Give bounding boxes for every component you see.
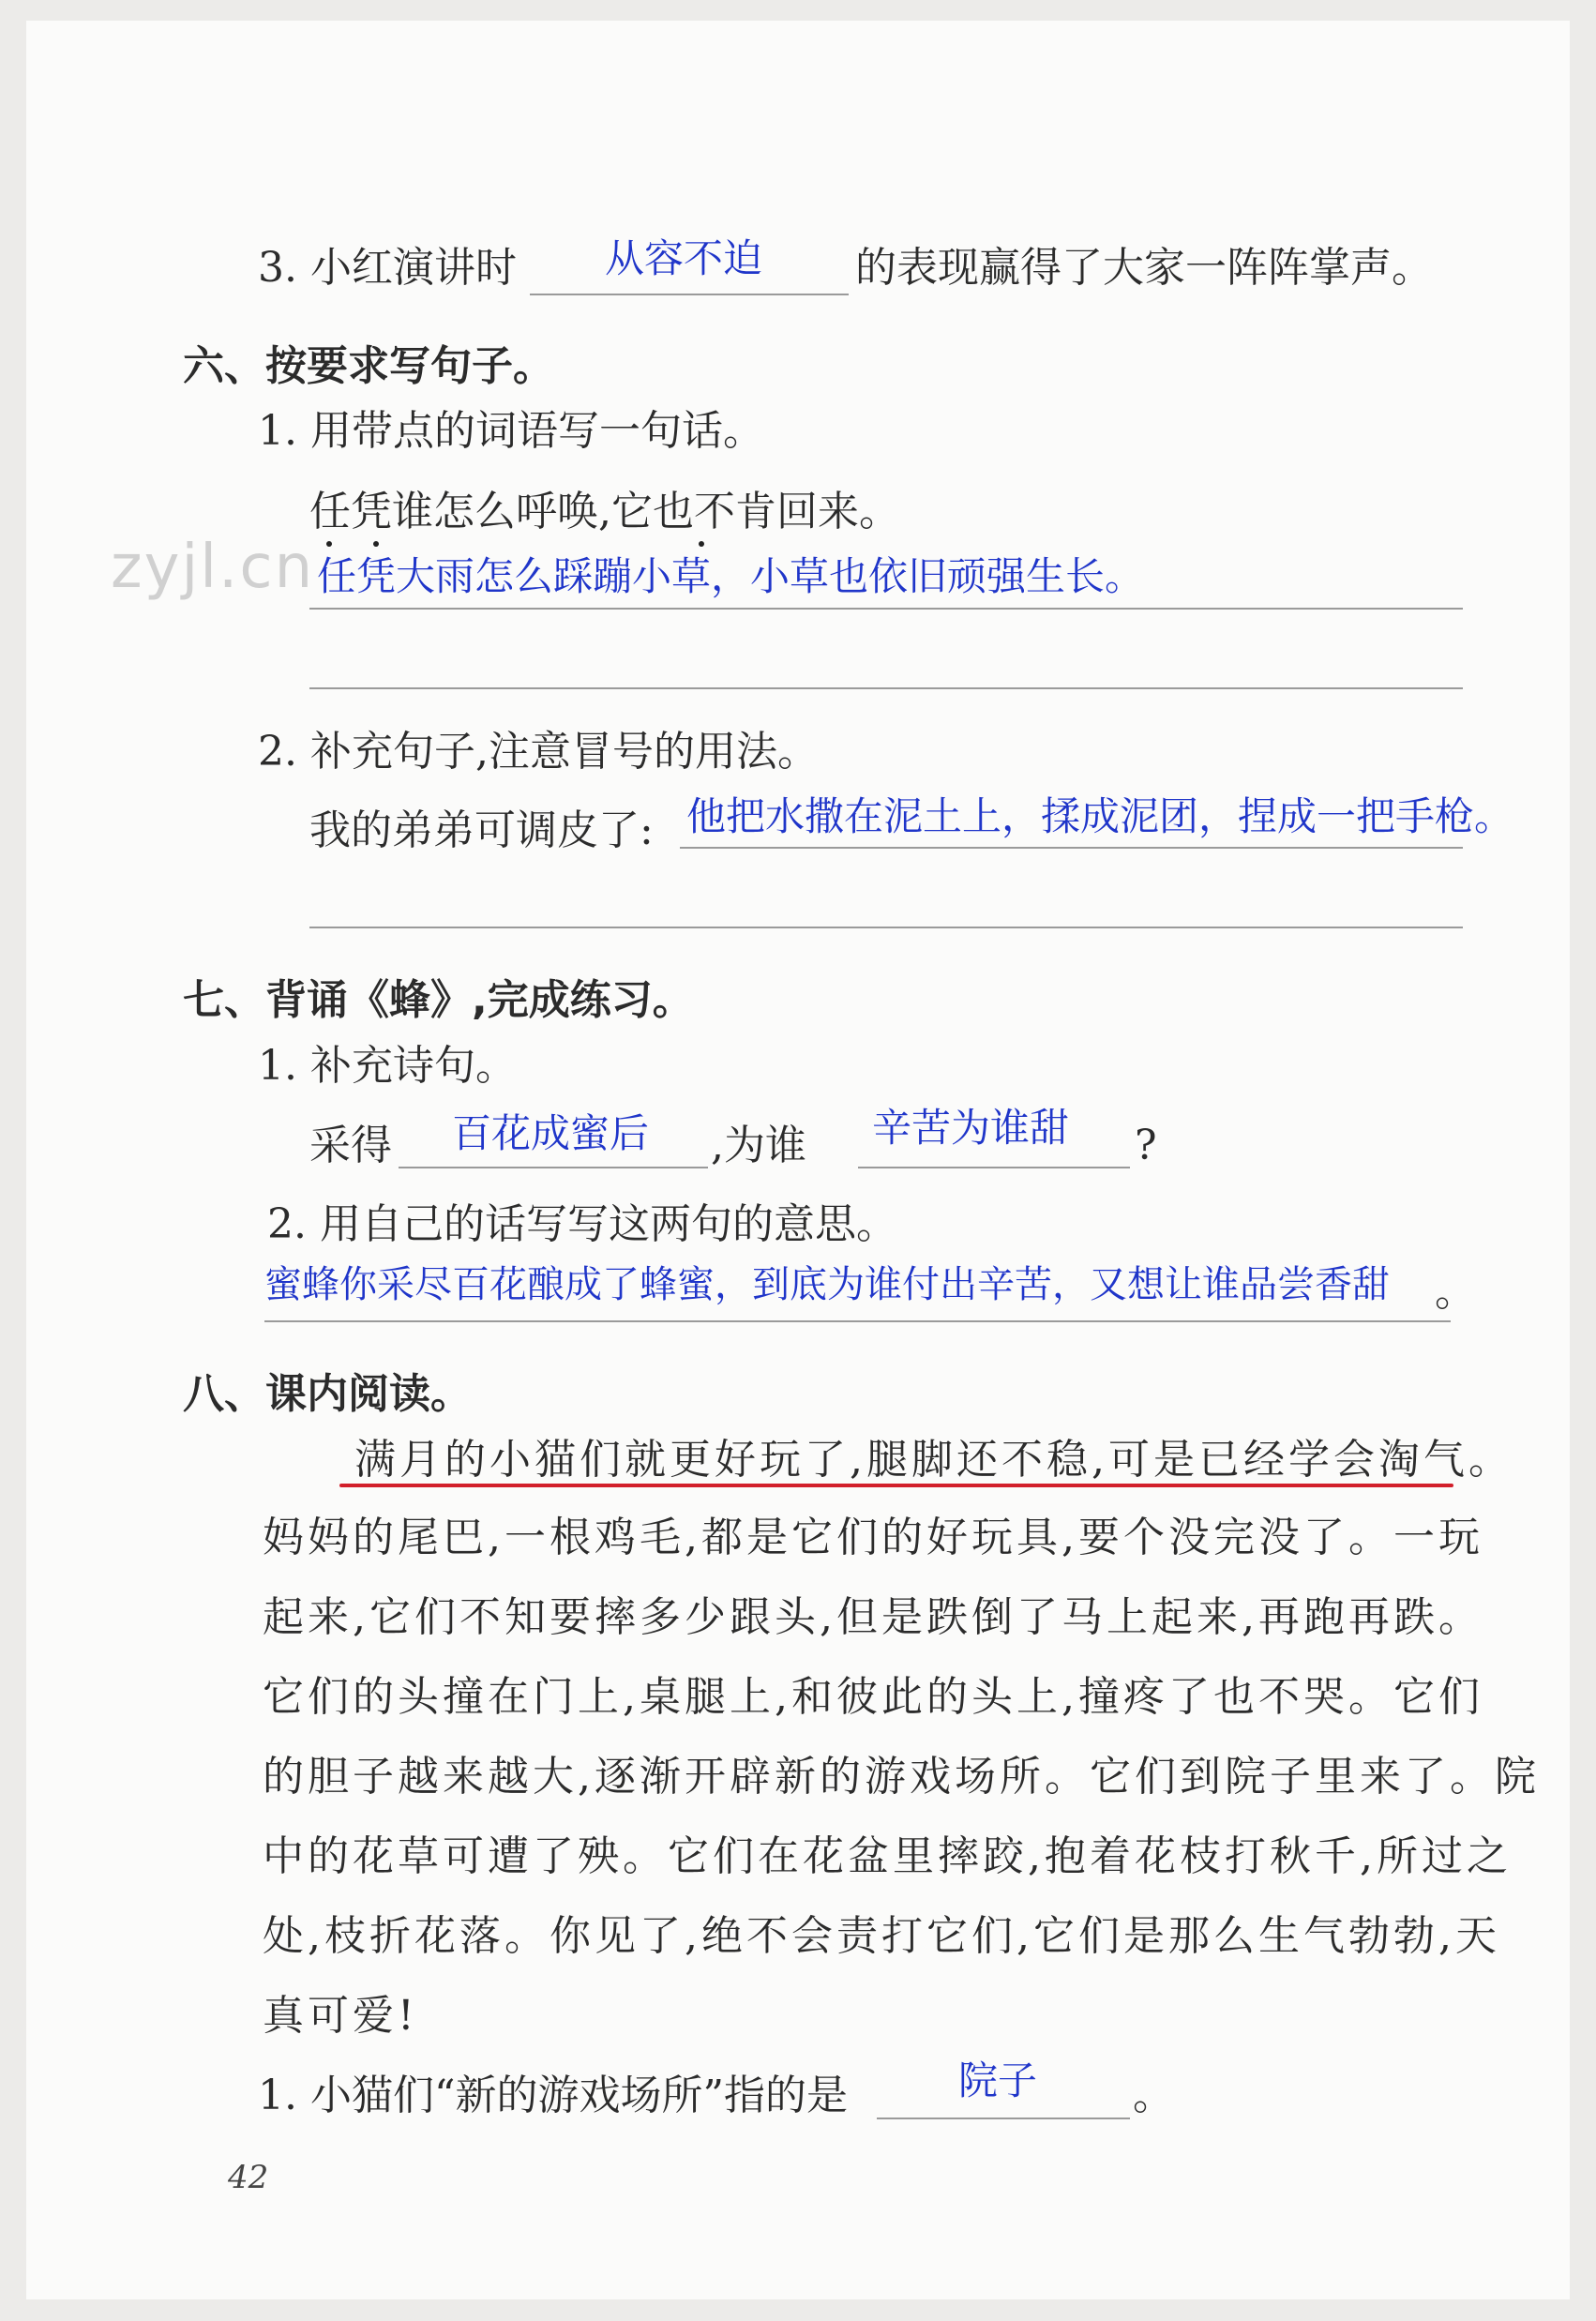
s6-q2-lead: 我的弟弟可调皮了:: [309, 806, 654, 854]
s7-line-a-blank: [399, 1167, 708, 1168]
red-underline: [339, 1484, 1453, 1487]
section7-heading: 七、背诵《蜂》,完成练习。: [183, 976, 694, 1024]
s7-q2-period: 。: [1435, 1268, 1476, 1316]
s6-q2-line-1: [680, 847, 1463, 849]
emphasis-dot: [699, 541, 704, 547]
watermark: zyjl.cn: [111, 533, 315, 602]
s8-q1-prompt: 1. 小猫们“新的游戏场所”指的是: [258, 2072, 848, 2119]
s6-q2-answer: 他把水撒在泥土上，揉成泥团，捏成一把手枪。: [686, 793, 1514, 839]
q3-prefix: 3. 小红演讲时: [258, 244, 517, 292]
passage-line-3: 起来,它们不知要摔多少跟头,但是跌倒了马上起来,再跑再跌。: [263, 1593, 1483, 1641]
s6-q1-line-2: [309, 687, 1463, 689]
emphasis-dot: [326, 541, 332, 547]
s6-q1-example: 任凭谁怎么呼唤,它也不肯回来。: [309, 488, 900, 535]
s7-line-a-pre: 采得: [309, 1122, 392, 1169]
passage-line-7: 处,枝折花落。你见了,绝不会责打它们,它们是那么生气勃勃,天: [263, 1912, 1500, 1960]
s8-q1-blank: [877, 2118, 1130, 2119]
q3-answer-line: [530, 294, 849, 295]
page-number: 42: [228, 2159, 269, 2196]
s6-q1-answer: 任凭大雨怎么踩蹦小草，小草也依旧顽强生长。: [317, 553, 1145, 599]
passage-line-1: 满月的小猫们就更好玩了,腿脚还不稳,可是已经学会淘气。: [354, 1436, 1513, 1484]
passage-line-2: 妈妈的尾巴,一根鸡毛,都是它们的好玩具,要个没完没了。一玩: [263, 1514, 1483, 1561]
s7-line-a-mid: ,为谁: [711, 1122, 806, 1169]
passage-line-8: 真可爱!: [263, 1992, 418, 2040]
passage-line-5: 的胆子越来越大,逐渐开辟新的游戏场所。它们到院子里来了。院: [263, 1753, 1540, 1801]
section8-heading: 八、课内阅读。: [183, 1370, 472, 1418]
passage-line-6: 中的花草可遭了殃。它们在花盆里摔跤,抱着花枝打秋千,所过之: [263, 1832, 1512, 1880]
s7-line-b-end: ?: [1135, 1122, 1157, 1169]
s6-q2-prompt: 2. 补充句子,注意冒号的用法。: [258, 728, 819, 776]
s6-q1-prompt: 1. 用带点的词语写一句话。: [258, 407, 764, 455]
s7-line-b-answer: 辛苦为谁甜: [872, 1105, 1070, 1151]
s7-q2-answer: 蜜蜂你采尽百花酿成了蜂蜜，到底为谁付出辛苦，又想让谁品尝香甜: [264, 1263, 1390, 1306]
s8-q1-answer: 院子: [958, 2057, 1038, 2103]
s7-q1-prompt: 1. 补充诗句。: [258, 1042, 517, 1090]
q3-suffix: 的表现赢得了大家一阵阵掌声。: [855, 244, 1433, 292]
q3-answer: 从容不迫: [605, 235, 763, 281]
section6-heading: 六、按要求写句子。: [183, 342, 554, 390]
s7-line-b-blank: [858, 1167, 1130, 1168]
emphasis-dot: [373, 541, 379, 547]
s8-q1-end: 。: [1133, 2072, 1174, 2119]
passage-line-4: 它们的头撞在门上,桌腿上,和彼此的头上,撞疼了也不哭。它们: [263, 1673, 1483, 1721]
s7-line-a-answer: 百花成蜜后: [452, 1110, 650, 1156]
s6-q1-line-1: [309, 608, 1463, 610]
s7-q2-line: [264, 1320, 1451, 1322]
s7-q2-prompt: 2. 用自己的话写写这两句的意思。: [267, 1200, 897, 1248]
s6-q2-line-2: [309, 927, 1463, 928]
